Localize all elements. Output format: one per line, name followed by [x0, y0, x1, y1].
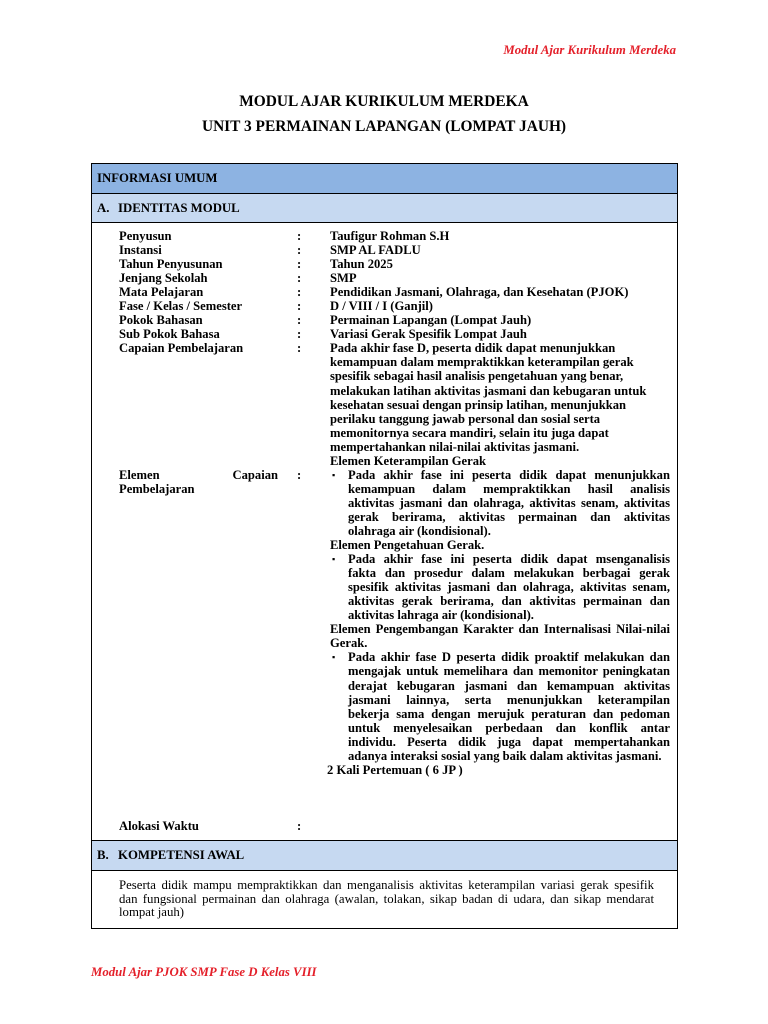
- elemen-keterampilan-heading-row: [119, 454, 677, 468]
- field-capaian-pembelajaran: [119, 341, 677, 453]
- bullet-line: mengajak untuk memelihara dan memonitor peningkatan: [348, 664, 670, 679]
- empty-colon-cell: [297, 763, 330, 777]
- bullet-line: kemampuan dalam mempraktikkan hasil analisis: [348, 481, 670, 496]
- capaian-line: kemampuan dalam mempraktikkan keterampilan gerak: [330, 355, 634, 370]
- bullet-line: fakta dan prosedur dalam melakukan berbagai gerak: [348, 566, 670, 581]
- field-value: Variasi Gerak Spesifik Lompat Jauh: [330, 327, 527, 342]
- document-title: [0, 89, 768, 139]
- field-label: Mata Pelajaran: [119, 285, 204, 300]
- field-label-line: Elemen Capaian: [119, 467, 278, 482]
- field-penyusun: [119, 229, 677, 243]
- capaian-line: spesifik sebagai hasil analisis pengetahuan yang benar,: [330, 369, 624, 384]
- field-value: D / VIII / I (Ganjil): [330, 299, 433, 314]
- field-value: SMP AL FADLU: [330, 243, 421, 258]
- field-label-line: Pembelajaran: [119, 481, 195, 496]
- field-label: Fase / Kelas / Semester: [119, 299, 243, 314]
- bullet-line: gerak berirama, aktivitas permainan dan aktivitas: [348, 509, 670, 524]
- bullet-line: aktivitas jasmani dan olahraga, aktivitas senam, aktivitas: [348, 495, 670, 510]
- identitas-modul-body: [92, 222, 677, 840]
- elemen-heading: Elemen Pengembangan Karakter dan Internalisasi Nilai-nilai: [330, 622, 670, 637]
- paragraph-line: dan fungsional permainan dan olahraga (awalan, tolakan, sikap badan di udara, dan sikap mendarat: [119, 891, 654, 906]
- bullet-line: spesifik aktivitas jasmani dan olahraga, aktivitas senam,: [348, 580, 670, 595]
- capaian-line: perilaku tanggung jawab personal dan sosial serta: [330, 411, 601, 426]
- elemen-heading: Elemen Keterampilan Gerak: [330, 453, 486, 468]
- field-label: Pokok Bahasan: [119, 313, 203, 328]
- bullet-line: derajat kebugaran jasmani dan kemampuan aktivitas: [348, 678, 670, 693]
- field-value: Tahun 2025: [330, 257, 393, 272]
- field-sub-pokok-bahasa: [119, 327, 677, 341]
- field-alokasi-waktu: [119, 819, 677, 833]
- paragraph-line: Peserta didik mampu mempraktikkan dan menganalisis aktivitas keterampilan variasi gerak spesifik: [119, 878, 654, 892]
- field-fase-kelas-semester: [119, 299, 677, 313]
- bullet-line: aktivitas gerak berirama, dan aktivitas permainan dan: [348, 594, 670, 609]
- section-b-title: KOMPETENSI AWAL: [118, 848, 245, 862]
- empty-colon-cell: [297, 454, 330, 468]
- field-label: Capaian Pembelajaran: [119, 341, 244, 356]
- field-colon: :: [297, 818, 302, 833]
- title-line-2: UNIT 3 PERMAINAN LAPANGAN (LOMPAT JAUH): [201, 118, 567, 135]
- field-instansi: [119, 243, 677, 257]
- field-label: [119, 468, 297, 763]
- bullet-line: adanya interaksi sosial yang baik dalam aktivitas jasmani.: [348, 748, 662, 763]
- field-colon: :: [297, 467, 302, 482]
- empty-value-cell: [330, 819, 670, 833]
- empty-label-cell: [119, 763, 297, 777]
- field-value: Taufigur Rohman S.H: [330, 229, 450, 243]
- bullet-square-icon: ▪: [332, 554, 336, 565]
- empty-label-cell: [119, 454, 297, 468]
- bullet-item: [330, 468, 670, 538]
- field-colon: :: [297, 271, 302, 286]
- blank-space: [119, 777, 677, 819]
- bullet-text: [348, 552, 670, 622]
- running-footer: Modul Ajar PJOK SMP Fase D Kelas VIII: [91, 965, 317, 979]
- bullet-text: [348, 468, 670, 538]
- bullet-line: aktivitas lahraga air (kondisional).: [348, 608, 534, 623]
- field-colon: :: [297, 327, 302, 342]
- field-jenjang-sekolah: [119, 271, 677, 285]
- field-colon: :: [297, 243, 302, 258]
- capaian-line: melakukan latihan aktivitas jasmani dan kebugaran untuk: [330, 383, 647, 398]
- bullet-line: jasmani lainnya, serta menunjukkan keterampilan: [348, 692, 670, 707]
- section-a-letter: A.: [97, 201, 110, 215]
- bullet-text: [348, 650, 670, 762]
- field-elemen-capaian-pembelajaran: [119, 468, 677, 763]
- section-b-header: [92, 840, 677, 870]
- field-label: Tahun Penyusunan: [119, 257, 223, 272]
- bullet-line: bekerja sama dengan merujuk peraturan dan pedoman: [348, 706, 670, 721]
- bullet-line: Pada akhir fase D peserta didik proaktif melakukan dan: [348, 650, 670, 665]
- field-label: Jenjang Sekolah: [119, 271, 208, 286]
- field-tahun-penyusunan: [119, 257, 677, 271]
- field-label: Sub Pokok Bahasa: [119, 327, 220, 342]
- bullet-square-icon: ▪: [332, 469, 336, 480]
- bullet-line: individu. Peserta didik juga dapat mempertahankan: [348, 734, 670, 749]
- section-a-header: [92, 193, 677, 222]
- field-colon: :: [297, 285, 302, 300]
- elemen-heading: Elemen Pengetahuan Gerak.: [330, 538, 485, 553]
- section-a-title: IDENTITAS MODUL: [118, 201, 240, 215]
- bullet-item: [330, 650, 670, 762]
- informasi-umum-table: [91, 163, 678, 929]
- paragraph-line: lompat jauh): [119, 905, 185, 919]
- field-colon: :: [297, 341, 302, 356]
- bullet-line: olahraga air (kondisional).: [348, 523, 491, 538]
- kompetensi-awal-paragraph: [92, 870, 677, 928]
- field-value: SMP: [330, 271, 357, 286]
- running-header: Modul Ajar Kurikulum Merdeka: [503, 43, 676, 57]
- capaian-line: mempertahankan nilai-nilai aktivitas jasmani.: [330, 439, 580, 454]
- capaian-line: kesehatan sesuai dengan prinsip latihan, menunjukkan: [330, 397, 627, 412]
- capaian-paragraph: [330, 341, 670, 453]
- field-label: Instansi: [119, 243, 162, 258]
- field-colon: :: [297, 299, 302, 314]
- bullet-item: [330, 552, 670, 622]
- capaian-line: memonitornya secara mandiri, selain itu juga dapat: [330, 425, 609, 440]
- bullet-line: untuk menyelesaikan perbedaan dan konflik antar: [348, 720, 670, 735]
- section-b-letter: B.: [97, 848, 109, 862]
- field-colon: :: [297, 313, 302, 328]
- bullet-line: Pada akhir fase ini peserta didik dapat menunjukkan: [348, 467, 670, 482]
- alokasi-value-row: [119, 763, 677, 777]
- bullet-line: Pada akhir fase ini peserta didik dapat msenganalisis: [348, 552, 670, 567]
- field-colon: :: [297, 229, 302, 243]
- field-colon: :: [297, 257, 302, 272]
- field-value: Pendidikan Jasmani, Olahraga, dan Kesehatan (PJOK): [330, 285, 629, 300]
- field-value: Permainan Lapangan (Lompat Jauh): [330, 313, 532, 328]
- bullet-square-icon: ▪: [332, 652, 336, 663]
- elemen-heading: Gerak.: [330, 636, 368, 651]
- title-line-1: MODUL AJAR KURIKULUM MERDEKA: [239, 93, 529, 110]
- capaian-line: Pada akhir fase D, peserta didik dapat menunjukkan: [330, 341, 616, 356]
- field-mata-pelajaran: [119, 285, 677, 299]
- informasi-umum-header: INFORMASI UMUM: [92, 164, 677, 193]
- alokasi-value: 2 Kali Pertemuan ( 6 JP ): [327, 762, 463, 777]
- field-label: Penyusun: [119, 229, 172, 243]
- field-pokok-bahasan: [119, 313, 677, 327]
- elemen-content: [330, 468, 670, 763]
- field-label: Alokasi Waktu: [119, 818, 199, 833]
